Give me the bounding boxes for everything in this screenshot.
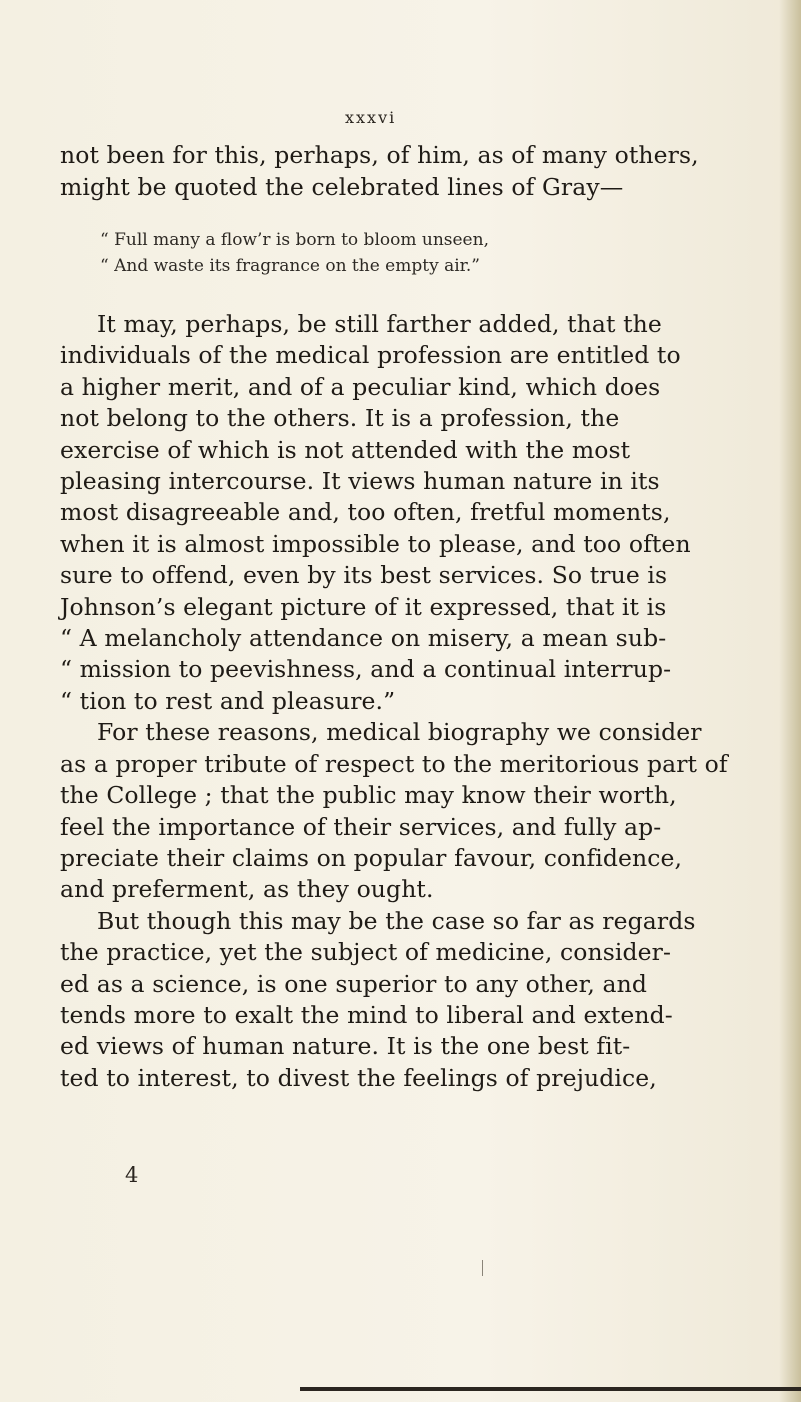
page-number-header: xxxvi bbox=[345, 108, 397, 127]
print-mark bbox=[482, 1260, 483, 1276]
text-line: Johnson’s elegant picture of it expressed, that it is bbox=[60, 592, 667, 621]
verse-quotation bbox=[100, 227, 660, 279]
text-line: “ tion to rest and pleasure.” bbox=[60, 686, 396, 715]
text-line: tends more to exalt the mind to liberal and extend- bbox=[60, 1000, 673, 1029]
text-line: ted to interest, to divest the feelings of prejudice, bbox=[60, 1063, 657, 1092]
text-line: the practice, yet the subject of medicine, consider- bbox=[60, 938, 672, 967]
bottom-rule bbox=[300, 1387, 801, 1391]
text-line: ed as a science, is one superior to any other, and bbox=[60, 969, 648, 998]
text-line: It may, perhaps, be still farther added, that the bbox=[97, 310, 662, 338]
text-line: ed views of human nature. It is the one best fit- bbox=[60, 1032, 631, 1061]
verse-line: “ And waste its fragrance on the empty air.” bbox=[100, 256, 481, 276]
text-line: not been for this, perhaps, of him, as of many others, bbox=[60, 141, 699, 169]
text-line: But though this may be the case so far as regards bbox=[97, 906, 696, 935]
text-line: sure to offend, even by its best services. So true is bbox=[60, 561, 668, 590]
signature-mark: 4 bbox=[125, 1163, 139, 1187]
text-line: exercise of which is not attended with the most bbox=[60, 435, 631, 464]
text-line: as a proper tribute of respect to the meritorious part of bbox=[60, 749, 728, 778]
text-line: preciate their claims on popular favour, confidence, bbox=[60, 843, 683, 872]
text-line: For these reasons, medical biography we consider bbox=[97, 718, 702, 747]
intro-paragraph bbox=[60, 140, 720, 203]
verse-line: “ Full many a flow’r is born to bloom unseen, bbox=[100, 230, 489, 250]
text-line: might be quoted the celebrated lines of Gray— bbox=[60, 172, 624, 201]
text-line: a higher merit, and of a peculiar kind, which does bbox=[60, 372, 661, 401]
text-line: pleasing intercourse. It views human nature in its bbox=[60, 467, 660, 496]
page-edge-shadow bbox=[779, 0, 801, 1402]
text-line: individuals of the medical profession are entitled to bbox=[60, 341, 681, 370]
text-line: not belong to the others. It is a profession, the bbox=[60, 404, 620, 433]
text-line: when it is almost impossible to please, and too often bbox=[60, 529, 691, 558]
text-line: “ mission to peevishness, and a continual interrup- bbox=[60, 655, 672, 684]
text-line: the College ; that the public may know their worth, bbox=[60, 781, 677, 810]
text-line: most disagreeable and, too often, fretful moments, bbox=[60, 498, 671, 527]
text-line: and preferment, as they ought. bbox=[60, 875, 434, 904]
text-line: “ A melancholy attendance on misery, a mean sub- bbox=[60, 624, 667, 653]
body-text bbox=[60, 309, 740, 1094]
text-line: feel the importance of their services, and fully ap- bbox=[60, 812, 662, 841]
